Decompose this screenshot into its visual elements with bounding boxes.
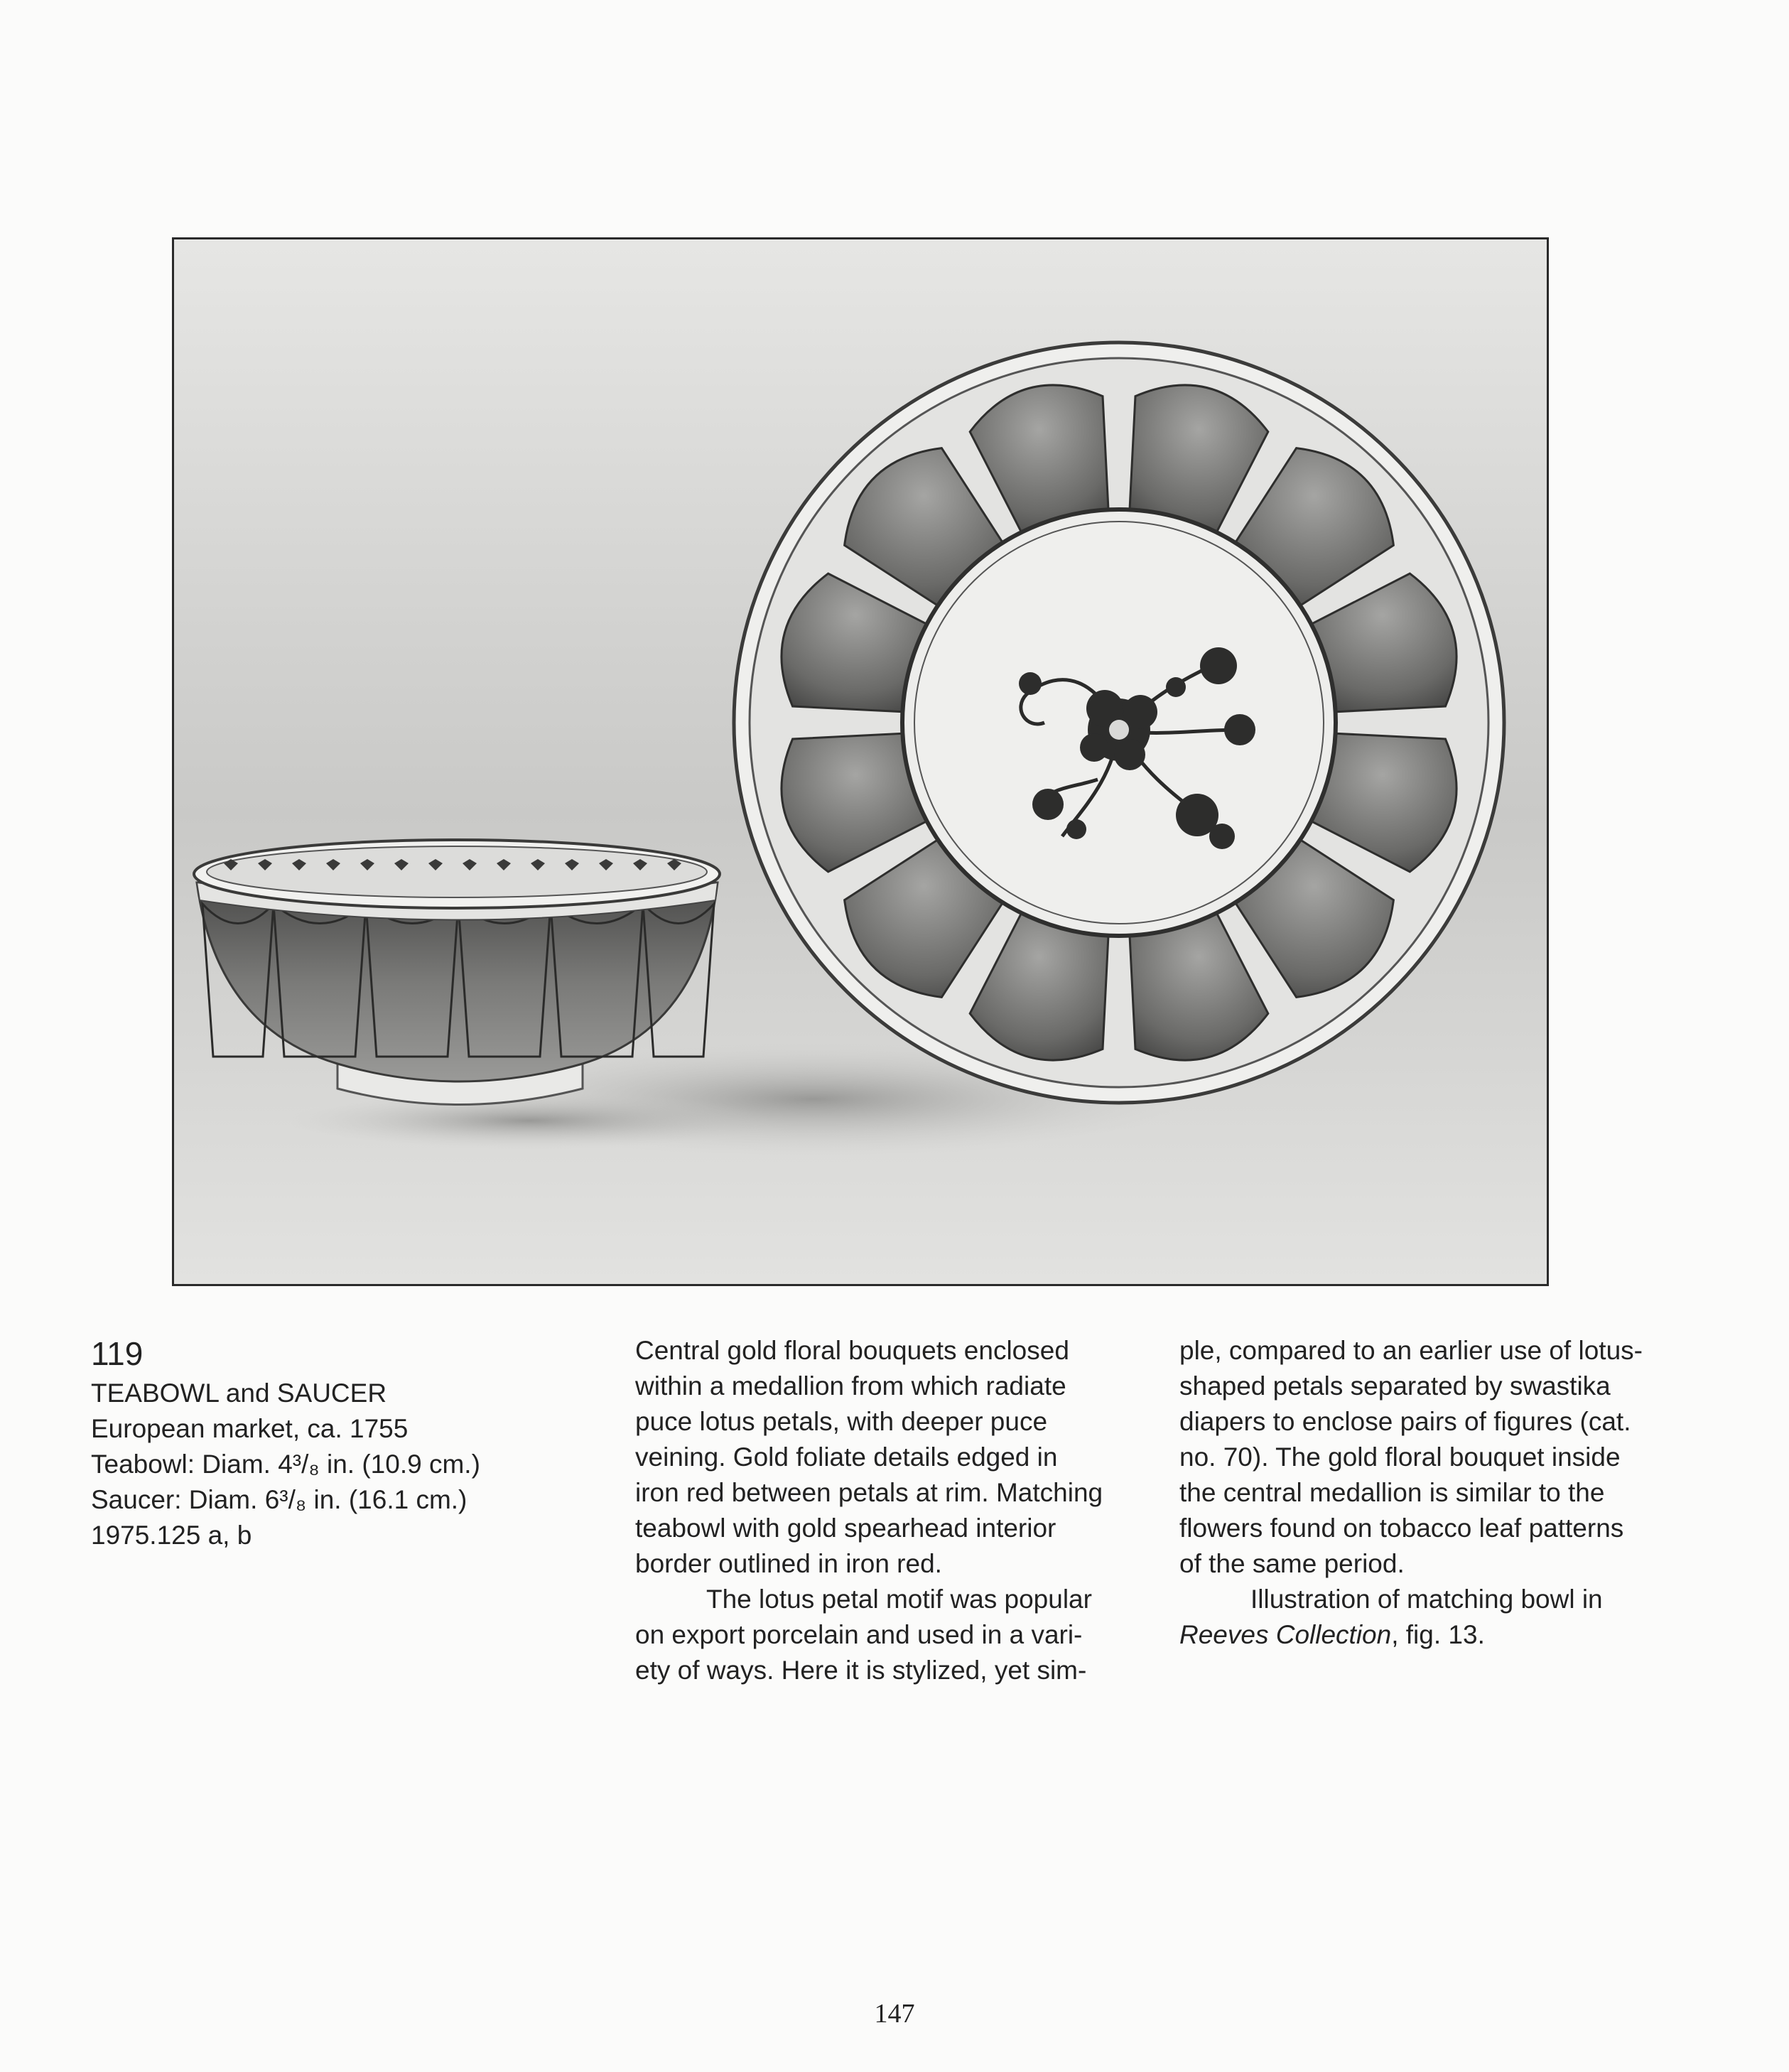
market-date: European market, ca. 1755 xyxy=(91,1414,409,1443)
body-text-line: within a medallion from which radiate xyxy=(635,1371,1066,1401)
body-text-line: Illustration of matching bowl in xyxy=(1250,1585,1603,1614)
body-text-line: teabowl with gold spearhead interior xyxy=(635,1513,1056,1543)
body-text-line: puce lotus petals, with deeper puce xyxy=(635,1407,1048,1436)
reference-line xyxy=(1179,1617,1648,1653)
body-text-line: ple, compared to an earlier use of lotus- xyxy=(1179,1336,1643,1365)
reference-figure: , fig. 13. xyxy=(1391,1620,1485,1649)
body-text-line: Central gold floral bouquets enclosed xyxy=(635,1336,1069,1365)
object-title: TEABOWL and SAUCER xyxy=(91,1378,387,1408)
description-column-3 xyxy=(1179,1333,1648,1653)
body-text-line: veining. Gold foliate details edged in xyxy=(635,1442,1058,1472)
body-text-line: iron red between petals at rim. Matching xyxy=(635,1478,1103,1507)
page-number: 147 xyxy=(874,1999,915,2029)
saucer-illustration xyxy=(734,342,1504,1103)
catalog-photograph xyxy=(172,237,1549,1286)
accession-number: 1975.125 a, b xyxy=(91,1521,252,1550)
teabowl-and-saucer-image xyxy=(174,239,1547,1284)
description-column-2 xyxy=(635,1333,1118,1688)
catalog-number: 119 xyxy=(91,1335,144,1372)
body-text-line: diapers to enclose pairs of figures (cat. xyxy=(1179,1407,1631,1436)
body-text-line: The lotus petal motif was popular xyxy=(706,1585,1092,1614)
catalog-caption xyxy=(91,1333,546,1553)
reference-title: Reeves Collection xyxy=(1179,1620,1392,1649)
body-text-line: shaped petals separated by swastika xyxy=(1179,1371,1611,1401)
body-text-line: flowers found on tobacco leaf patterns xyxy=(1179,1513,1624,1543)
body-text-line: no. 70). The gold floral bouquet inside xyxy=(1179,1442,1621,1472)
teabowl-dimensions: Teabowl: Diam. 4³/₈ in. (10.9 cm.) xyxy=(91,1450,480,1479)
body-text-line: ety of ways. Here it is stylized, yet sim- xyxy=(635,1656,1087,1685)
body-text-line: of the same period. xyxy=(1179,1549,1405,1578)
body-text-line: the central medallion is similar to the xyxy=(1179,1478,1605,1507)
saucer-dimensions: Saucer: Diam. 6³/₈ in. (16.1 cm.) xyxy=(91,1485,467,1514)
body-text-line: border outlined in iron red. xyxy=(635,1549,942,1578)
body-text-line: on export porcelain and used in a vari- xyxy=(635,1620,1083,1649)
